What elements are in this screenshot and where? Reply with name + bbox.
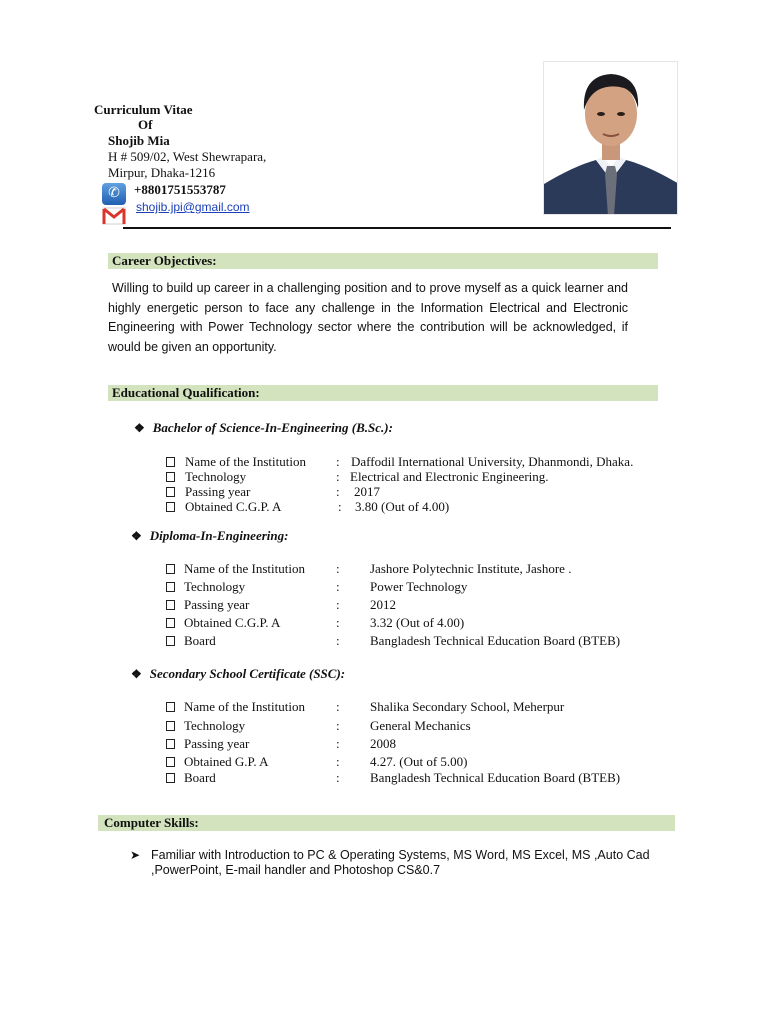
gmail-icon — [102, 207, 126, 225]
row-separator: : — [338, 499, 342, 514]
row-separator: : — [336, 754, 340, 769]
row-separator: : — [336, 736, 340, 751]
row-separator: : — [336, 454, 340, 469]
checkbox-bullet-icon — [166, 597, 175, 613]
row-separator: : — [336, 633, 340, 648]
arrow-bullet-icon: ➤ — [130, 848, 141, 862]
checkbox-bullet-icon — [166, 579, 175, 595]
checkbox-bullet-icon — [166, 718, 175, 734]
profile-photo — [543, 61, 678, 215]
row-label: Technology — [184, 579, 246, 594]
degree-heading-diploma: ❖ Diploma-In-Engineering: — [131, 528, 289, 543]
email-link[interactable]: shojib.jpi@gmail.com — [136, 200, 250, 214]
row-value: 2017 — [354, 484, 380, 499]
checkbox-bullet-icon — [166, 736, 175, 752]
career-objectives-heading: Career Objectives: — [108, 253, 658, 269]
candidate-name: Shojib Mia — [108, 133, 170, 148]
row-value: 3.80 (Out of 4.00) — [355, 499, 450, 514]
checkbox-bullet-icon — [166, 770, 175, 786]
row-value: 3.32 (Out of 4.00) — [370, 615, 465, 630]
row-label: Obtained G.P. A — [184, 754, 269, 769]
checkbox-bullet-icon — [166, 699, 175, 715]
computer-skill-item: Familiar with Introduction to PC & Operating Systems, MS Word, MS Excel, MS ,Auto Cad ,PowerPoint, E-mail handler and Photoshop CS&0.7 — [151, 848, 650, 877]
row-value: Daffodil International University, Dhanmondi, Dhaka. — [351, 454, 634, 469]
address-line-1: H # 509/02, West Shewrapara, — [108, 149, 267, 164]
row-label: Name of the Institution — [184, 561, 305, 576]
row-separator: : — [336, 484, 340, 499]
row-value: 4.27. (Out of 5.00) — [370, 754, 468, 769]
row-separator: : — [336, 597, 340, 612]
career-objective-text: Willing to build up career in a challenging position and to prove myself as a quick learner and highly energetic person to face any challenge in the Information Electrical and Electronic Engineering with Power Technology sector where the contribution will be acknowledged, if would be given an opportunity. — [108, 281, 628, 354]
row-separator: : — [336, 699, 340, 714]
checkbox-bullet-icon — [166, 499, 175, 515]
row-label: Name of the Institution — [184, 699, 305, 714]
diamond-bullet-icon: ❖ — [131, 529, 142, 543]
row-separator: : — [336, 561, 340, 576]
diamond-bullet-icon: ❖ — [131, 667, 142, 681]
row-label: Technology — [185, 469, 247, 484]
cv-title: Curriculum Vitae — [94, 102, 193, 117]
row-value: 2008 — [370, 736, 396, 751]
checkbox-bullet-icon — [166, 469, 175, 485]
row-value: Bangladesh Technical Education Board (BTEB) — [370, 633, 621, 648]
row-label: Name of the Institution — [185, 454, 306, 469]
phone-icon: ✆ — [102, 183, 126, 205]
checkbox-bullet-icon — [166, 454, 175, 470]
row-value: Bangladesh Technical Education Board (BTEB) — [370, 770, 621, 785]
row-separator: : — [336, 469, 340, 484]
education-heading: Educational Qualification: — [108, 385, 658, 401]
row-label: Obtained C.G.P. A — [185, 499, 282, 514]
row-value: Power Technology — [370, 579, 468, 594]
checkbox-bullet-icon — [166, 561, 175, 577]
row-label: Board — [184, 770, 216, 785]
diamond-bullet-icon: ❖ — [134, 421, 145, 435]
degree-heading-bsc: ❖ Bachelor of Science-In-Engineering (B.Sc.): — [134, 420, 393, 435]
checkbox-bullet-icon — [166, 754, 175, 770]
row-label: Passing year — [185, 484, 251, 499]
row-value: Shalika Secondary School, Meherpur — [370, 699, 565, 714]
cv-of: Of — [138, 117, 153, 132]
checkbox-bullet-icon — [166, 615, 175, 631]
row-separator: : — [336, 770, 340, 785]
address-line-2: Mirpur, Dhaka-1216 — [108, 165, 216, 180]
degree-heading-ssc: ❖ Secondary School Certificate (SSC): — [131, 666, 346, 681]
row-value: Electrical and Electronic Engineering. — [350, 469, 549, 484]
row-label: Board — [184, 633, 216, 648]
checkbox-bullet-icon — [166, 633, 175, 649]
header-divider — [123, 227, 671, 229]
computer-skills-heading: Computer Skills: — [98, 815, 675, 831]
phone-number: +8801751553787 — [134, 182, 226, 197]
checkbox-bullet-icon — [166, 484, 175, 500]
row-value: 2012 — [370, 597, 396, 612]
row-label: Technology — [184, 718, 246, 733]
row-separator: : — [336, 615, 340, 630]
row-separator: : — [336, 579, 340, 594]
row-label: Passing year — [184, 597, 250, 612]
row-label: Obtained C.G.P. A — [184, 615, 281, 630]
row-value: Jashore Polytechnic Institute, Jashore . — [370, 561, 572, 576]
row-label: Passing year — [184, 736, 250, 751]
row-separator: : — [336, 718, 340, 733]
row-value: General Mechanics — [370, 718, 471, 733]
